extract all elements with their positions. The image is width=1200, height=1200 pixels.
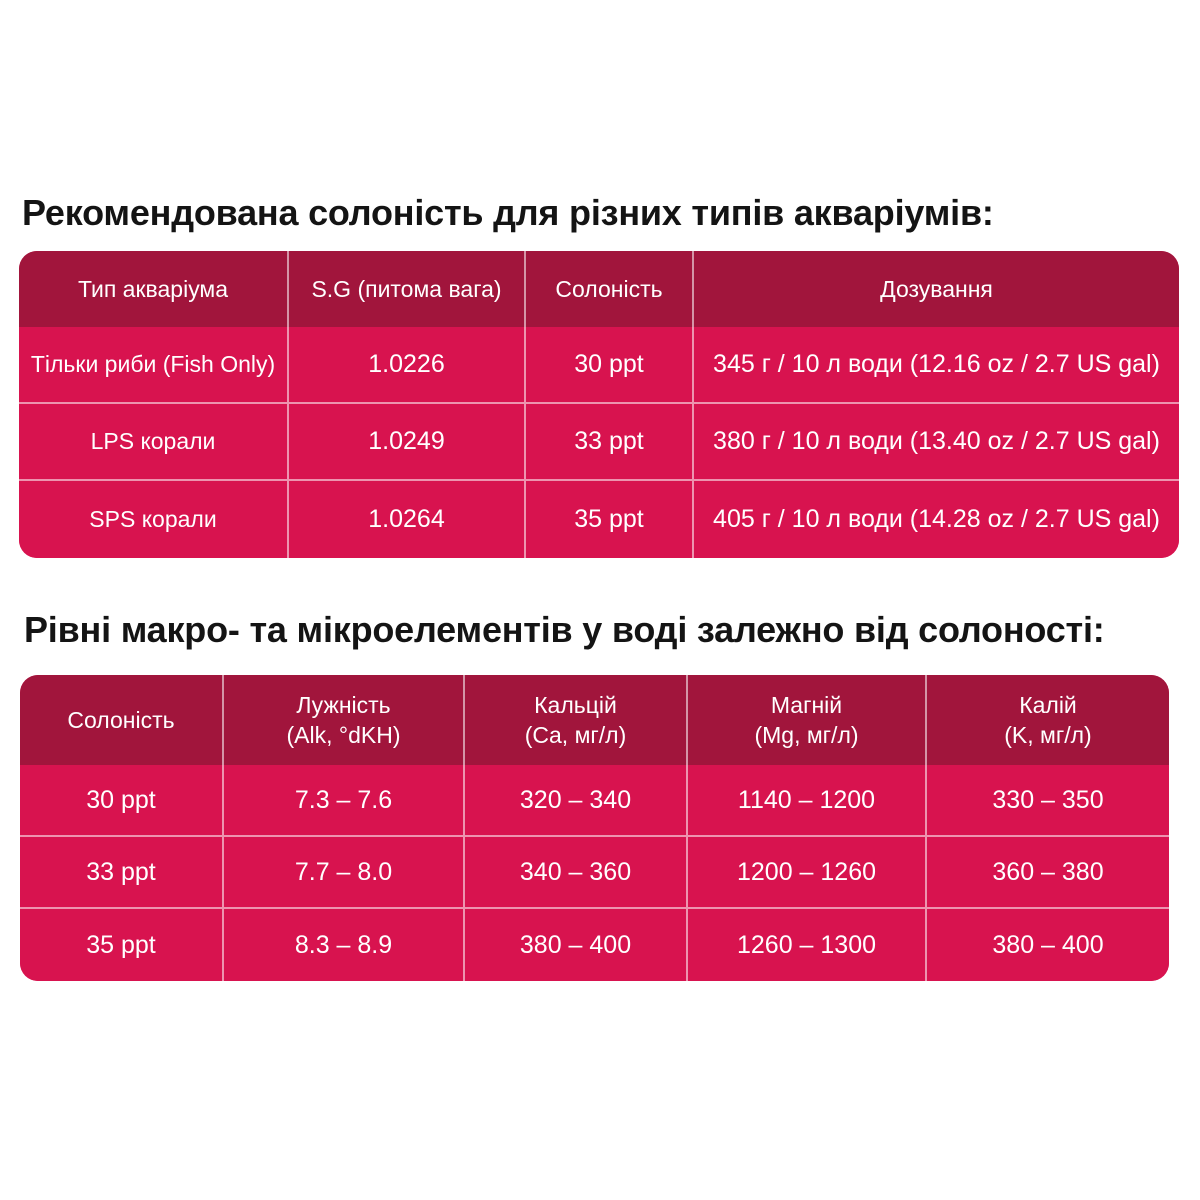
table-cell: 33 ppt: [20, 837, 224, 909]
table-header-cell: Солоність: [526, 251, 694, 327]
table-header-cell: [224, 675, 465, 765]
table-header-cell: [465, 675, 688, 765]
table-cell: 35 ppt: [20, 909, 224, 981]
table-cell: 320 – 340: [465, 765, 688, 837]
header-line: (Alk, °dKH): [286, 722, 401, 748]
table-cell: 340 – 360: [465, 837, 688, 909]
table-cell: 35 ppt: [526, 481, 694, 558]
header-line: (K, мг/л): [1004, 722, 1092, 748]
table-cell: 345 г / 10 л води (12.16 oz / 2.7 US gal): [694, 327, 1179, 404]
salinity-table: [19, 251, 1179, 558]
table-cell: 7.3 – 7.6: [224, 765, 465, 837]
table-header-cell: Дозування: [694, 251, 1179, 327]
table-cell: LPS корали: [19, 404, 289, 481]
table-cell: 1140 – 1200: [688, 765, 927, 837]
header-line: (Ca, мг/л): [524, 722, 627, 748]
table-header-cell: [20, 675, 224, 765]
table-header-cell: S.G (питома вага): [289, 251, 526, 327]
table-cell: 7.7 – 8.0: [224, 837, 465, 909]
table-cell: 1200 – 1260: [688, 837, 927, 909]
table-cell: 33 ppt: [526, 404, 694, 481]
table-cell: 8.3 – 8.9: [224, 909, 465, 981]
header-line: Калій: [1019, 692, 1077, 718]
table-cell: Тільки риби (Fish Only): [19, 327, 289, 404]
table-cell: 30 ppt: [526, 327, 694, 404]
salinity-table-title: Рекомендована солоність для різних типів акваріумів:: [22, 192, 994, 233]
table-cell: 360 – 380: [927, 837, 1169, 909]
table-cell: SPS корали: [19, 481, 289, 558]
table-cell: 405 г / 10 л води (14.28 oz / 2.7 US gal): [694, 481, 1179, 558]
elements-table: [20, 675, 1169, 981]
header-line: Лужність: [296, 692, 391, 718]
table-cell: 1.0264: [289, 481, 526, 558]
table-header-cell: [688, 675, 927, 765]
table-cell: 380 г / 10 л води (13.40 oz / 2.7 US gal): [694, 404, 1179, 481]
header-line: Солоність: [67, 707, 175, 733]
table-cell: 380 – 400: [465, 909, 688, 981]
table-header-cell: Тип акваріума: [19, 251, 289, 327]
header-line: Магній: [770, 692, 843, 718]
table-cell: 380 – 400: [927, 909, 1169, 981]
table-header-cell: [927, 675, 1169, 765]
header-line: Кальцій: [534, 692, 617, 718]
header-line: (Mg, мг/л): [754, 722, 859, 748]
elements-table-title: Рівні макро- та мікроелементів у воді залежно від солоності:: [24, 609, 1105, 650]
table-cell: 1.0249: [289, 404, 526, 481]
table-cell: 1260 – 1300: [688, 909, 927, 981]
table-cell: 330 – 350: [927, 765, 1169, 837]
table-cell: 1.0226: [289, 327, 526, 404]
table-cell: 30 ppt: [20, 765, 224, 837]
